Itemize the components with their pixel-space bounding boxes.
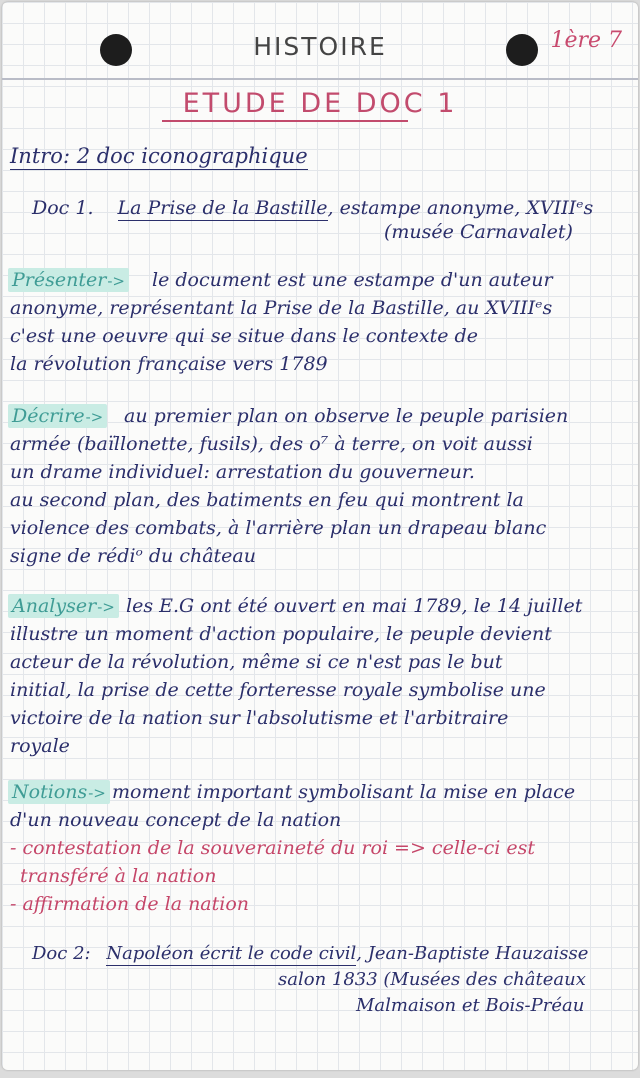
class-label: 1ère 7 bbox=[550, 28, 622, 53]
section-line: acteur de la révolution, même si ce n'est pas le but bbox=[10, 651, 503, 673]
section-label-notions bbox=[8, 780, 110, 804]
doc1-title: La Prise de la Bastille bbox=[117, 197, 328, 219]
doc2-line bbox=[32, 940, 588, 968]
bullet-line: transféré à la nation bbox=[20, 865, 217, 887]
arrow-icon: -> bbox=[85, 408, 104, 426]
doc2-source: salon 1833 (Musées des châteaux bbox=[278, 969, 586, 990]
doc2-description: , Jean-Baptiste Hauzaisse bbox=[356, 943, 589, 964]
intro-line bbox=[10, 142, 308, 170]
section-line: c'est une oeuvre qui se situe dans le contexte de bbox=[10, 325, 478, 347]
section-label-text: Présenter bbox=[12, 269, 107, 291]
section-label-text: Décrire bbox=[12, 405, 85, 427]
note-card bbox=[2, 2, 638, 1070]
doc1-source: (musée Carnavalet) bbox=[384, 221, 573, 243]
section-line: au premier plan on observe le peuple parisien bbox=[124, 405, 569, 427]
section-line: signe de rédiᵒ du château bbox=[10, 545, 256, 567]
section-line: le document est une estampe d'un auteur bbox=[152, 269, 553, 291]
section-line: victoire de la nation sur l'absolutisme et l'arbitraire bbox=[10, 707, 509, 729]
doc1-description: , estampe anonyme, XVIIIᵉs bbox=[327, 197, 594, 219]
section-line: initial, la prise de cette forteresse royale symbolise une bbox=[10, 679, 546, 701]
bullet-line: - affirmation de la nation bbox=[10, 893, 250, 915]
section-line: royale bbox=[10, 735, 70, 757]
section-line: un drame individuel: arrestation du gouverneur. bbox=[10, 461, 475, 483]
section-line: d'un nouveau concept de la nation bbox=[10, 809, 342, 831]
section-line: au second plan, des batiments en feu qui montrent la bbox=[10, 489, 524, 511]
bullet-line: - contestation de la souveraineté du roi => celle-ci est bbox=[10, 837, 536, 859]
section-line: la révolution française vers 1789 bbox=[10, 353, 328, 375]
page-title: ETUDE DE DOC 1 bbox=[182, 88, 458, 119]
section-line: illustre un moment d'action populaire, le peuple devient bbox=[10, 623, 552, 645]
section-line: moment important symbolisant la mise en place bbox=[112, 781, 576, 803]
title-underline bbox=[162, 120, 408, 122]
intro-text: Intro: 2 doc iconographique bbox=[10, 144, 308, 168]
section-label-decrire bbox=[8, 404, 107, 428]
doc1-prefix: Doc 1. bbox=[32, 197, 94, 219]
doc2-prefix: Doc 2: bbox=[32, 943, 91, 964]
header-divider bbox=[2, 78, 638, 80]
section-label-text: Analyser bbox=[12, 595, 97, 617]
section-line: anonyme, représentant la Prise de la Bastille, au XVIIIᵉs bbox=[10, 297, 553, 319]
section-line: les E.G ont été ouvert en mai 1789, le 14 juillet bbox=[126, 595, 583, 617]
section-line: violence des combats, à l'arrière plan un drapeau blanc bbox=[10, 517, 547, 539]
arrow-icon: -> bbox=[107, 272, 125, 290]
doc2-title: Napoléon écrit le code civil bbox=[106, 943, 357, 964]
section-label-presenter bbox=[8, 268, 129, 292]
arrow-icon: -> bbox=[88, 784, 106, 802]
doc2-location: Malmaison et Bois-Préau bbox=[356, 995, 585, 1016]
section-label-text: Notions bbox=[12, 781, 88, 803]
section-label-analyser bbox=[8, 594, 119, 618]
arrow-icon: -> bbox=[97, 598, 115, 616]
subject-header: HISTOIRE bbox=[253, 32, 387, 61]
section-line: armée (baïllonette, fusils), des o⁷ à terre, on voit aussi bbox=[10, 433, 533, 455]
